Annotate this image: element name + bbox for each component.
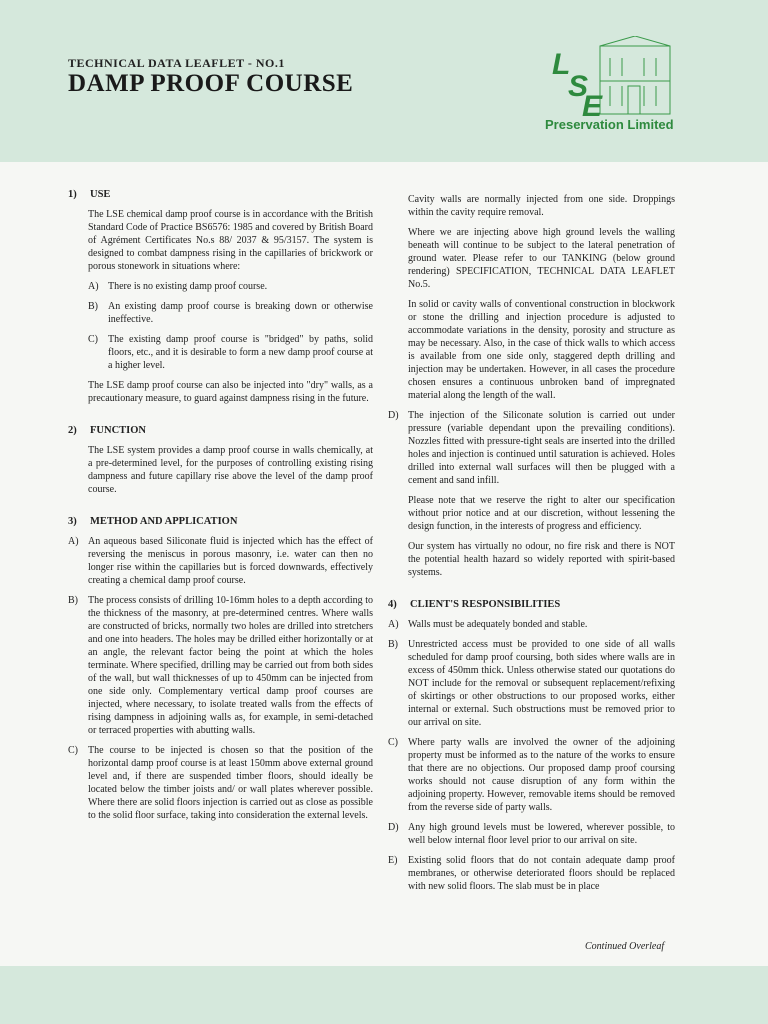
client-item-c: C) Where party walls are involved the owner of the adjoining property must be informed as to the nature of the works to ensure that there are no objections. Our proposed damp proof coursing works should not cause disruption of any form within the adjoining property. However, removable items should be removed from the reverse side of party walls.	[388, 737, 675, 813]
continued-overleaf: Continued Overleaf	[585, 941, 665, 952]
section-function-heading: 2) FUNCTION	[68, 425, 147, 436]
leaflet-subtitle: TECHNICAL DATA LEAFLET - NO.1	[68, 56, 285, 70]
logo-letter-e: E	[582, 90, 603, 123]
logo-letter-l: L	[552, 48, 571, 81]
method-item-a: A) An aqueous based Siliconate fluid is injected which has the effect of reversing the meniscus in porous masonry, i.e. water can then no longer rise within the capillaries but is forced downwards, effectively creating a chemical damp proof course.	[68, 536, 373, 586]
client-item-b: B) Unrestricted access must be provided to one side of all walls scheduled for damp proof coursing, both sides where walls are in excess of 450mm thick. Unless otherwise stated our quotations do NOT include for the removal or subsequent replacement/refixing of skirtings or other obstructions to our proposed works, either internal or external. Such obstructions must be removed prior to our arrival on site.	[388, 639, 675, 728]
use-item-a: A) There is no existing damp proof course.	[88, 281, 268, 292]
client-item-a: A) Walls must be adequately bonded and stable.	[388, 619, 588, 630]
use-intro: The LSE chemical damp proof course is in accordance with the British Standard Code of Practice BS6576: 1985 and covered by British Board of Agrément Certificates No.s 88/ 2037 & 95/3157. The system is designed to combat dampness rising in the capillaries of brickwork or porous stonework in situations where:	[88, 209, 373, 272]
section-client-heading: 4) CLIENT'S RESPONSIBILITIES	[388, 599, 561, 610]
page-title: DAMP PROOF COURSE	[68, 70, 354, 97]
use-outro: The LSE damp proof course can also be injected into "dry" walls, as a precautionary measure, to guard against dampness rising in the future.	[88, 380, 373, 404]
function-text: The LSE system provides a damp proof course in walls chemically, at a pre-determined level, for the purposes of controlling existing rising dampness and future capillary rise above the level of the damp proof course.	[88, 445, 373, 495]
footer-band	[0, 966, 768, 1024]
use-item-c: C) The existing damp proof course is "bridged" by paths, solid floors, etc., and it is desirable to form a new damp proof course at a higher level.	[88, 334, 373, 371]
method-item-d: D) The injection of the Siliconate solution is carried out under pressure (variable dependant upon the prevailing conditions). Nozzles fitted with pressure-tight seals are inserted into the drilled holes and injection is continued until saturation is achieved. Holes drilled into external wall surfaces will then be plugged with a cement and sand infill.	[388, 410, 675, 486]
method-c-cont-2: Where we are injecting above high ground levels the walling beneath will continue to be subject to the lateral penetration of ground water. Please refer to our TANKING (below ground rendering) SPECIFICATION, TECHNICAL DATA LEAFLET No.5.	[408, 227, 675, 290]
method-note-2: Our system has virtually no odour, no fire risk and there is NOT the potential health hazard so widely reported with spirit-based systems.	[408, 541, 675, 578]
client-item-e: E) Existing solid floors that do not contain adequate damp proof membranes, or otherwise deteriorated floors should be replaced with new solid floors. The slab must be in place	[388, 855, 675, 892]
method-item-b: B) The process consists of drilling 10-16mm holes to a depth according to the thickness of the masonry, at pre-determined centres. Where walls are constructed of bricks, normally two holes are drilled into stretchers and one into headers. The holes may be drilled either horizontally or at an angle, the relevant factor being the point at which the holes terminate. Where specified, drilling may be carried out from both sides of the wall, but wall thicknesses of up to 450mm can be injected from one side only. Complementary vertical damp proof courses are injected, where necessary, to isolate treated walls from the effects of rising dampness in adjoining walls as, for example, in semi-detached or terraced properties with abutting walls.	[68, 595, 373, 736]
method-c-cont-1: Cavity walls are normally injected from one side. Droppings within the cavity require removal.	[408, 194, 675, 218]
section-method-heading: 3) METHOD AND APPLICATION	[68, 516, 238, 527]
logo-tagline: Preservation Limited	[545, 117, 674, 132]
section-use-heading: 1) USE	[68, 189, 111, 200]
logo-letter-s: S	[568, 70, 589, 103]
method-c-cont-3: In solid or cavity walls of conventional construction in blockwork or stone the drilling and injection procedure is adjusted to accommodate variations in the density, porosity and structure as may be necessary. Also, in the case of thick walls to which access is available from one side only, staggered depth drilling and injection may be undertaken. However, in all cases the procedure chosen ensures a continuous unbroken band of impregnated material along the length of the wall.	[408, 299, 675, 401]
client-item-d: D) Any high ground levels must be lowered, wherever possible, to well below internal floor level prior to our arrival on site.	[388, 822, 675, 846]
method-item-c: C) The course to be injected is chosen so that the position of the horizontal damp proof course is at least 150mm above external ground level and, if there are suspended timber floors, should ideally be located below the timber joists and/ or wall plates wherever possible. Where there are solid floors injection is carried out as close as possible to the solid floor surface, taking into consideration the external levels.	[68, 745, 373, 821]
use-item-b: B) An existing damp proof course is breaking down or otherwise ineffective.	[88, 301, 373, 325]
right-column	[388, 193, 675, 900]
method-note-1: Please note that we reserve the right to alter our specification without prior notice and at our discretion, without lessening the design function, in the interests of progress and efficiency.	[408, 495, 675, 532]
left-column	[68, 188, 373, 829]
